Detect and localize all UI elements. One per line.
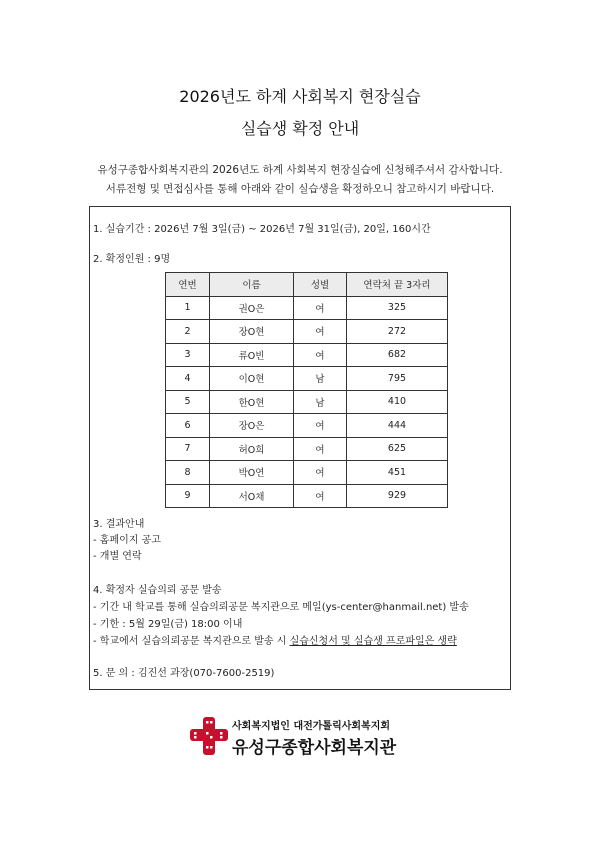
- cell-contact: 682: [347, 343, 448, 367]
- practicum-period: 1. 실습기간 : 2026년 7월 3일(금) ~ 2026년 7월 31일(금), 20일, 160시간: [93, 224, 431, 235]
- dispatch-note-text: - 학교에서 실습의뢰공문 복지관으로 발송 시: [93, 636, 290, 647]
- cell-contact: 410: [347, 390, 448, 414]
- cell-number: 7: [166, 437, 210, 461]
- cell-number: 8: [166, 461, 210, 485]
- cell-contact: 325: [347, 296, 448, 320]
- cell-name: 장O현: [210, 320, 294, 344]
- cell-number: 9: [166, 484, 210, 508]
- header-contact: 연락처 끝 3자리: [347, 273, 448, 297]
- cell-number: 5: [166, 390, 210, 414]
- table-row: [166, 461, 448, 485]
- dispatch-note-underlined: 실습신청서 및 실습생 프로파일은 생략: [289, 636, 457, 647]
- cell-gender: 남: [294, 367, 347, 391]
- cell-gender: 남: [294, 390, 347, 414]
- cell-name: 류O빈: [210, 343, 294, 367]
- cell-gender: 여: [294, 461, 347, 485]
- cell-gender: 여: [294, 437, 347, 461]
- cell-gender: 여: [294, 296, 347, 320]
- cell-contact: 272: [347, 320, 448, 344]
- table-row: [166, 367, 448, 391]
- table-row: [166, 296, 448, 320]
- parent-organization: 사회복지법인 대전가톨릭사회복지회: [232, 721, 391, 732]
- cell-name: 장O은: [210, 414, 294, 438]
- document-title-line2: 실습생 확정 안내: [240, 119, 360, 138]
- cell-contact: 929: [347, 484, 448, 508]
- document-title-line1: 2026년도 하계 사회복지 현장실습: [179, 87, 421, 106]
- result-item-homepage: - 홈페이지 공고: [93, 535, 161, 546]
- dispatch-item-email: - 기간 내 학교를 통해 실습의뢰공문 복지관으로 메일(ys-center@hanmail.net) 발송: [93, 602, 469, 613]
- cell-name: 허O희: [210, 437, 294, 461]
- table-row: [166, 484, 448, 508]
- table-row: [166, 343, 448, 367]
- table-row: [166, 437, 448, 461]
- intro-line-1: 유성구종합사회복지관의 2026년도 하계 사회복지 현장실습에 신청해주셔서 감사합니다.: [97, 164, 503, 176]
- organization-name: 유성구종합사회복지관: [232, 738, 397, 758]
- trainee-table: [165, 272, 448, 508]
- cell-name: 한O현: [210, 390, 294, 414]
- header-name: 이름: [210, 273, 294, 297]
- cell-number: 2: [166, 320, 210, 344]
- table-header-row: [166, 273, 448, 297]
- dispatch-item-deadline: - 기한 : 5월 29일(금) 18:00 이내: [93, 619, 243, 630]
- dispatch-heading: 4. 확정자 실습의뢰 공문 발송: [93, 585, 222, 596]
- cell-name: 서O채: [210, 484, 294, 508]
- result-item-contact: - 개별 연락: [93, 551, 142, 562]
- dispatch-item-note: [93, 632, 457, 647]
- header-number: 연번: [166, 273, 210, 297]
- cell-gender: 여: [294, 320, 347, 344]
- cell-name: 권O은: [210, 296, 294, 320]
- cell-number: 3: [166, 343, 210, 367]
- confirmed-headcount: 2. 확정인원 : 9명: [93, 254, 171, 265]
- cell-name: 박O연: [210, 461, 294, 485]
- cell-gender: 여: [294, 484, 347, 508]
- table-row: [166, 390, 448, 414]
- cell-name: 이O현: [210, 367, 294, 391]
- cell-contact: 625: [347, 437, 448, 461]
- table-row: [166, 320, 448, 344]
- table-row: [166, 414, 448, 438]
- cell-contact: 451: [347, 461, 448, 485]
- intro-line-2: 서류전형 및 면접심사를 통해 아래와 같이 실습생을 확정하오니 참고하시기 바랍니다.: [105, 183, 495, 195]
- cell-gender: 여: [294, 343, 347, 367]
- catholic-cross-logo-icon: [189, 716, 229, 756]
- cell-gender: 여: [294, 414, 347, 438]
- result-heading: 3. 결과안내: [93, 519, 145, 530]
- header-gender: 성별: [294, 273, 347, 297]
- contact-info: 5. 문 의 : 김진선 과장(070-7600-2519): [93, 668, 275, 679]
- cell-number: 1: [166, 296, 210, 320]
- cell-contact: 444: [347, 414, 448, 438]
- cell-contact: 795: [347, 367, 448, 391]
- cell-number: 4: [166, 367, 210, 391]
- cell-number: 6: [166, 414, 210, 438]
